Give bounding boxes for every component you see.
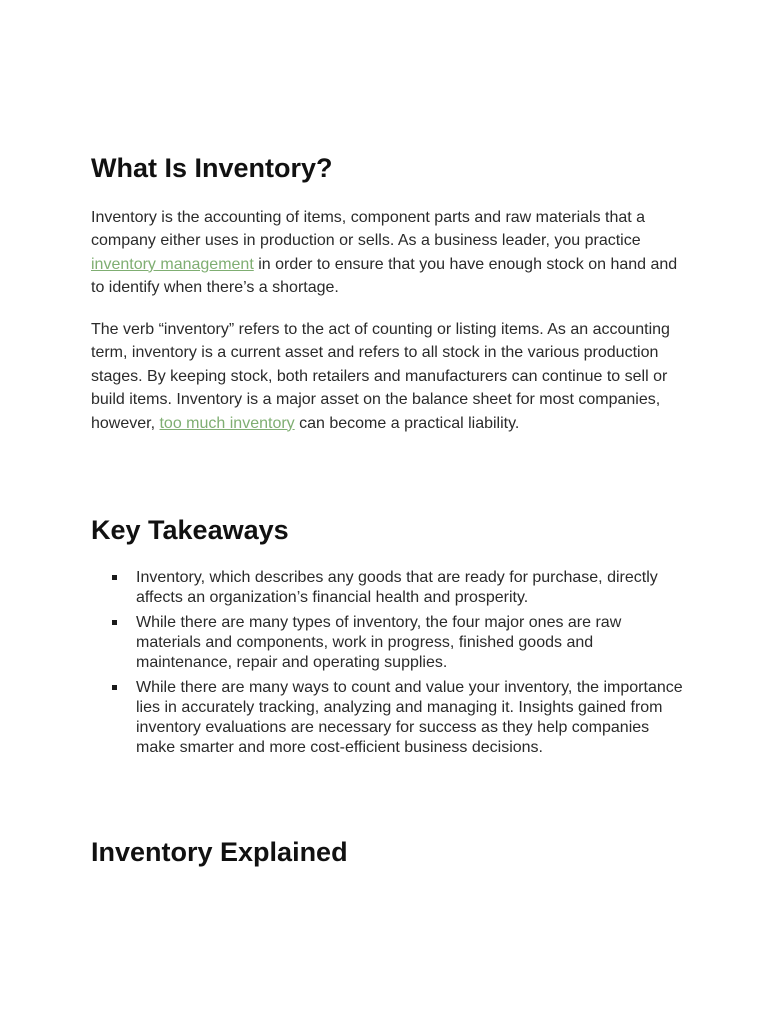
square-bullet-icon xyxy=(112,575,117,580)
paragraph-text: in order to ensure that you have enough stock on hand and to identify when there’s a shortage. xyxy=(91,255,678,297)
list-item xyxy=(91,613,683,673)
heading-what-is-inventory: What Is Inventory? xyxy=(91,153,333,183)
paragraph-text: Inventory is the accounting of items, component parts and raw materials that a company either uses in production or sells. As a business leader, you practice xyxy=(91,209,646,250)
list-item-text: While there are many ways to count and value your inventory, the importance lies in accurately tracking, analyzing and managing it. Insights gained from inventory evaluations are necessary for success as they help companies make smarter and more cost-efficient business decisions. xyxy=(136,679,683,756)
list-item-text: While there are many types of inventory, the four major ones are raw materials and components, work in progress, finished goods and maintenance, repair and operating supplies. xyxy=(136,614,622,671)
key-takeaways-list xyxy=(91,568,683,763)
square-bullet-icon xyxy=(112,685,117,690)
heading-inventory-explained: Inventory Explained xyxy=(91,837,348,867)
paragraph-text: The verb “inventory” refers to the act of counting or listing items. As an accounting term, inventory is a current asset and refers to all stock in the various production stages. By keeping stock, both retailers and manufacturers can continue to sell or build items. Inventory is a major asset on the balance sheet for most companies, however, xyxy=(91,321,670,432)
square-bullet-icon xyxy=(112,620,117,625)
list-item xyxy=(91,568,683,608)
inventory-management-link[interactable]: inventory management xyxy=(91,255,254,273)
paragraph-text: can become a practical liability. xyxy=(294,414,520,432)
paragraph-what-is-2 xyxy=(91,318,683,435)
list-item-text: Inventory, which describes any goods that are ready for purchase, directly affects an organization’s financial health and prosperity. xyxy=(136,569,658,606)
heading-key-takeaways: Key Takeaways xyxy=(91,515,289,545)
paragraph-what-is-1 xyxy=(91,206,683,300)
list-item xyxy=(91,678,683,758)
too-much-inventory-link[interactable]: too much inventory xyxy=(159,414,295,432)
